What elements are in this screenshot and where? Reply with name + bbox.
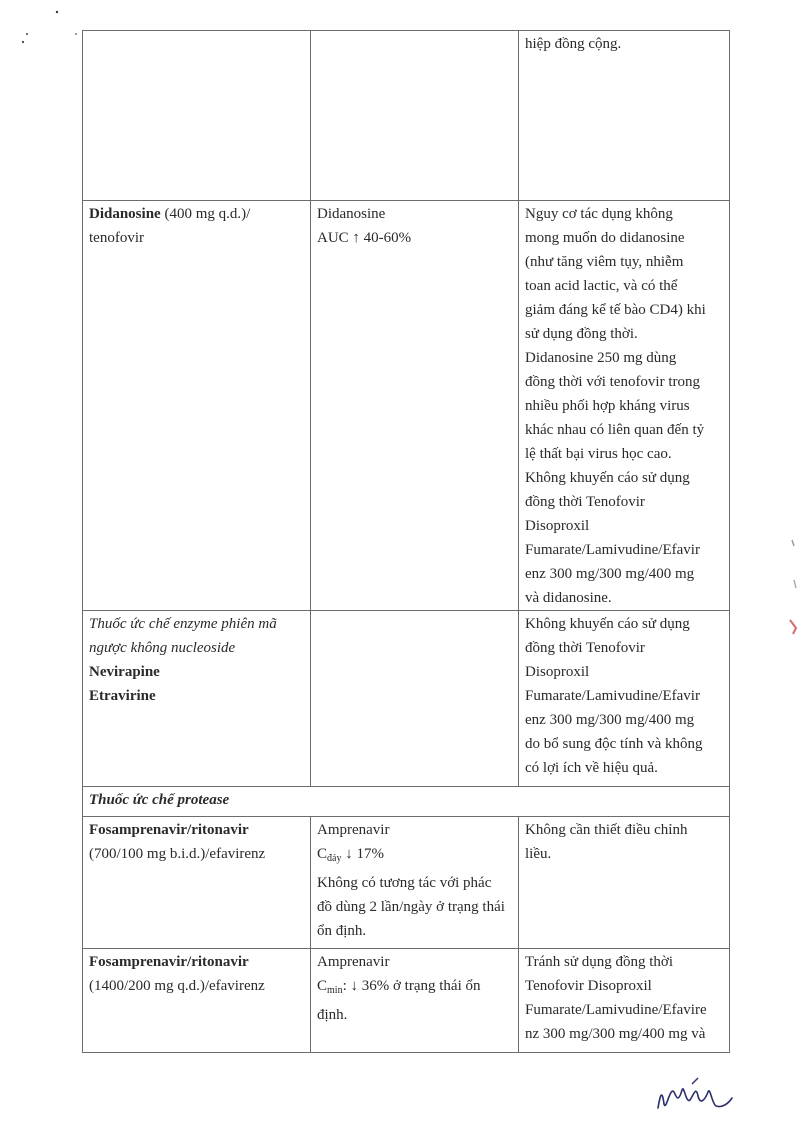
recommendation-text: Didanosine 250 mg dùng (525, 350, 677, 366)
drug-dose: (400 mg q.d.)/ (160, 206, 251, 222)
drug-dose: (700/100 mg b.i.d.)/efavirenz (89, 846, 266, 862)
cell-effect (311, 31, 519, 201)
scan-specks (0, 0, 90, 60)
table-row (83, 817, 730, 949)
recommendation-text: đồng thời với tenofovir trong (525, 374, 701, 390)
recommendation-text: Disoproxil (525, 664, 590, 680)
value-text: ↓ 17% (341, 846, 384, 862)
recommendation-text: Nguy cơ tác dụng không (525, 206, 673, 222)
drug-interaction-table (82, 30, 730, 1053)
effect-text: định. (317, 1007, 348, 1023)
cell-recommendation (519, 949, 730, 1053)
cell-drug (83, 31, 311, 201)
effect-text: ổn định. (317, 923, 367, 939)
recommendation-text: đồng thời Tenofovir (525, 640, 645, 656)
recommendation-text: Không cần thiết điều chỉnh (525, 822, 688, 838)
recommendation-text: giảm đáng kể tế bào CD4) khi (525, 302, 706, 318)
effect-text: Amprenavir (317, 954, 390, 970)
drug-class: ngược không nucleoside (89, 640, 236, 656)
recommendation-text: đồng thời Tenofovir (525, 494, 645, 510)
recommendation-text: Disoproxil (525, 518, 590, 534)
recommendation-text: Fumarate/Lamivudine/Efavir (525, 688, 700, 704)
recommendation-text: Fumarate/Lamivudine/Efavir (525, 542, 700, 558)
effect-value (317, 974, 512, 1003)
section-heading: Thuốc ức chế protease (89, 792, 230, 808)
cell-recommendation (519, 817, 730, 949)
recommendation-text: enz 300 mg/300 mg/400 mg (525, 712, 695, 728)
symbol: C (317, 978, 328, 994)
effect-text: Didanosine (317, 206, 386, 222)
subscript: min (327, 985, 343, 996)
recommendation-text: do bổ sung độc tính và không (525, 736, 703, 752)
section-heading-cell (83, 787, 730, 817)
handwritten-signature (652, 1074, 736, 1118)
recommendation-text: hiệp đồng cộng. (525, 36, 622, 52)
table-row (83, 949, 730, 1053)
recommendation-text: Không khuyến cáo sử dụng (525, 470, 690, 486)
recommendation-text: Không khuyến cáo sử dụng (525, 616, 690, 632)
effect-text: đồ dùng 2 lần/ngày ở trạng thái (317, 899, 505, 915)
cell-effect (311, 611, 519, 787)
recommendation-text: liều. (525, 846, 552, 862)
drug-name-cont: tenofovir (89, 230, 144, 246)
drug-name-bold: Didanosine (89, 206, 161, 222)
cell-drug (83, 817, 311, 949)
effect-text: Không có tương tác với phác (317, 875, 492, 891)
cell-effect (311, 949, 519, 1053)
value-text: : ↓ 36% ở trạng thái ổn (342, 978, 481, 994)
effect-text: AUC ↑ 40-60% (317, 230, 412, 246)
recommendation-text: và didanosine. (525, 590, 612, 606)
cell-effect (311, 817, 519, 949)
drug-class: Thuốc ức chế enzyme phiên mã (89, 616, 277, 632)
drug-name: Etravirine (89, 688, 156, 704)
recommendation-text: mong muốn do didanosine (525, 230, 685, 246)
table-row (83, 611, 730, 787)
recommendation-text: enz 300 mg/300 mg/400 mg (525, 566, 695, 582)
section-row (83, 787, 730, 817)
cell-recommendation (519, 201, 730, 611)
recommendation-text: Tenofovir Disoproxil (525, 978, 652, 994)
drug-name: Fosamprenavir/ritonavir (89, 954, 249, 970)
drug-name: Nevirapine (89, 664, 160, 680)
drug-name (89, 202, 304, 226)
cell-recommendation (519, 611, 730, 787)
recommendation-text: sử dụng đồng thời. (525, 326, 638, 342)
recommendation-text: có lợi ích về hiệu quả. (525, 760, 658, 776)
drug-dose: (1400/200 mg q.d.)/efavirenz (89, 978, 265, 994)
cell-drug (83, 201, 311, 611)
effect-text: Amprenavir (317, 822, 390, 838)
cell-drug (83, 611, 311, 787)
recommendation-text: nhiều phối hợp kháng virus (525, 398, 690, 414)
recommendation-text: (như tăng viêm tụy, nhiễm (525, 254, 684, 270)
recommendation-text: lệ thất bại virus học cao. (525, 446, 672, 462)
drug-name: Fosamprenavir/ritonavir (89, 822, 249, 838)
recommendation-text: Fumarate/Lamivudine/Efavire (525, 1002, 707, 1018)
cell-effect (311, 201, 519, 611)
recommendation-text: Tránh sử dụng đồng thời (525, 954, 674, 970)
table-row (83, 31, 730, 201)
table-row (83, 201, 730, 611)
recommendation-text: khác nhau có liên quan đến tỷ (525, 422, 705, 438)
recommendation-text: nz 300 mg/300 mg/400 mg và (525, 1026, 706, 1042)
cell-drug (83, 949, 311, 1053)
recommendation-text: toan acid lactic, và có thể (525, 278, 678, 294)
symbol: C (317, 846, 328, 862)
subscript: đáy (327, 853, 342, 864)
scan-edge-marks (778, 520, 800, 660)
effect-value (317, 842, 512, 871)
cell-recommendation (519, 31, 730, 201)
